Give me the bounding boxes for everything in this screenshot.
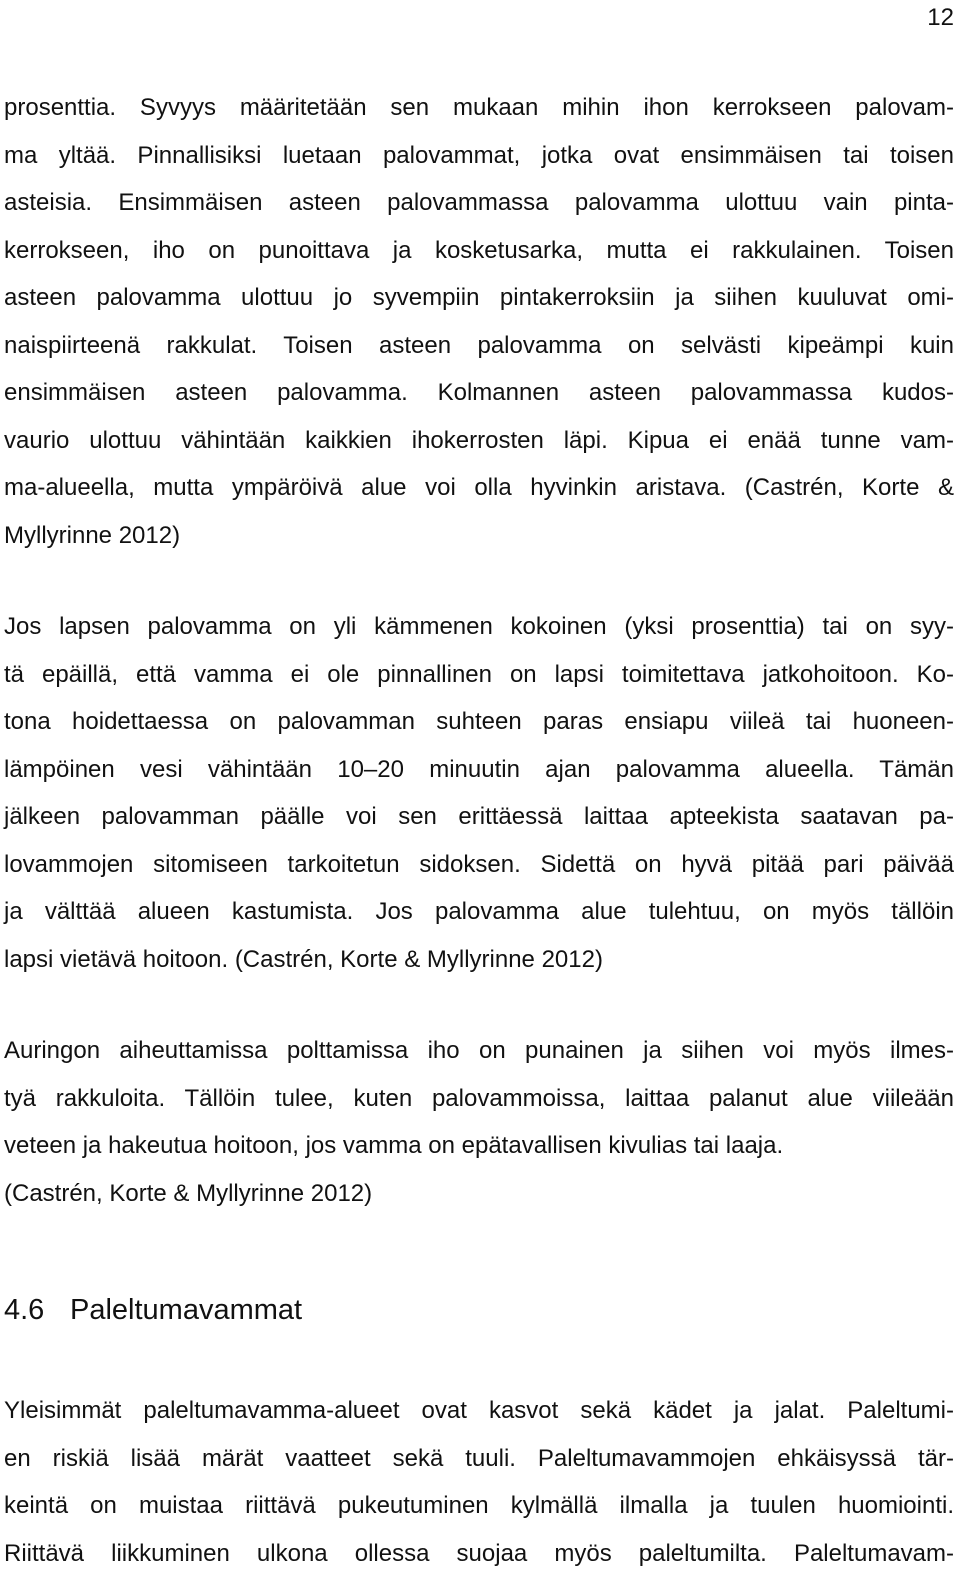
paragraph-line: (Castrén, Korte & Myllyrinne 2012) (4, 1179, 373, 1207)
paragraph-line: asteisia. Ensimmäisen asteen palovammassa palovamma ulottuu vain pinta- (4, 189, 954, 216)
paragraph-line: Riittävä liikkuminen ulkona ollessa suojaa myös paleltumilta. Paleltumavam- (4, 1539, 954, 1567)
paragraph-line: Auringon aiheuttamissa polttamissa iho on punainen ja siihen voi myös ilmes- (4, 1037, 954, 1064)
paragraph-line: Jos lapsen palovamma on yli kämmenen kokoinen (yksi prosenttia) tai on syy- (4, 613, 954, 640)
paragraph-burn-depth (4, 84, 954, 559)
paragraph-sunburn (4, 1027, 954, 1217)
paragraph-line: en riskiä lisää märät vaatteet sekä tuuli. Paleltumavammojen ehkäisyssä tär- (4, 1444, 954, 1472)
paragraph-line: ma yltää. Pinnallisiksi luetaan palovammat, jotka ovat ensimmäisen tai toisen (4, 141, 954, 169)
paragraph-line: kerrokseen, iho on punoittava ja kosketusarka, mutta ei rakkulainen. Toisen (4, 236, 954, 264)
paragraph-line: naispiirteenä rakkulat. Toisen asteen palovamma on selvästi kipeämpi kuin (4, 331, 954, 359)
paragraph-line: prosenttia. Syvyys määritetään sen mukaan mihin ihon kerrokseen palovam- (4, 94, 954, 121)
section-heading (4, 1288, 302, 1332)
section-title: Paleltumavammat (70, 1294, 303, 1326)
paragraph-line: keintä on muistaa riittävä pukeutuminen kylmällä ilmalla ja tuulen huomiointi. (4, 1492, 954, 1519)
paragraph-line: vaurio ulottuu vähintään kaikkien ihokerrosten läpi. Kipua ei enää tunne vam- (4, 426, 954, 454)
paragraph-line: lämpöinen vesi vähintään 10–20 minuutin ajan palovamma alueella. Tämän (4, 755, 954, 783)
page-number: 12 (927, 4, 954, 31)
paragraph-child-burn-care (4, 603, 954, 983)
paragraph-line: tyä rakkuloita. Tällöin tulee, kuten palovammoissa, laittaa palanut alue viileään (4, 1084, 954, 1112)
paragraph-line: ma-alueella, mutta ympäröivä alue voi olla hyvinkin aristava. (Castrén, Korte & (4, 474, 954, 501)
paragraph-line: asteen palovamma ulottuu jo syvempiin pintakerroksiin ja siihen kuuluvat omi- (4, 284, 954, 311)
paragraph-line: lapsi vietävä hoitoon. (Castrén, Korte & Myllyrinne 2012) (4, 945, 603, 973)
paragraph-line: jälkeen palovamman päälle voi sen erittäessä laittaa apteekista saatavan pa- (4, 803, 954, 830)
paragraph-frostbite (4, 1387, 954, 1577)
paragraph-line: ensimmäisen asteen palovamma. Kolmannen asteen palovammassa kudos- (4, 379, 954, 406)
paragraph-line: tä epäillä, että vamma ei ole pinnallinen on lapsi toimitettava jatkohoitoon. Ko- (4, 660, 954, 688)
paragraph-line: veteen ja hakeutua hoitoon, jos vamma on epätavallisen kivulias tai laaja. (4, 1132, 784, 1159)
paragraph-line: lovammojen sitomiseen tarkoitetun sidoksen. Sidettä on hyvä pitää pari päivää (4, 850, 954, 878)
paragraph-line: Myllyrinne 2012) (4, 521, 181, 549)
paragraph-line: tona hoidettaessa on palovamman suhteen paras ensiapu viileä tai huoneen- (4, 708, 954, 735)
paragraph-line: ja välttää alueen kastumista. Jos palovamma alue tulehtuu, on myös tällöin (4, 898, 954, 925)
paragraph-line: Yleisimmät paleltumavamma-alueet ovat kasvot sekä kädet ja jalat. Paleltumi- (4, 1397, 954, 1424)
section-number: 4.6 (4, 1294, 45, 1326)
